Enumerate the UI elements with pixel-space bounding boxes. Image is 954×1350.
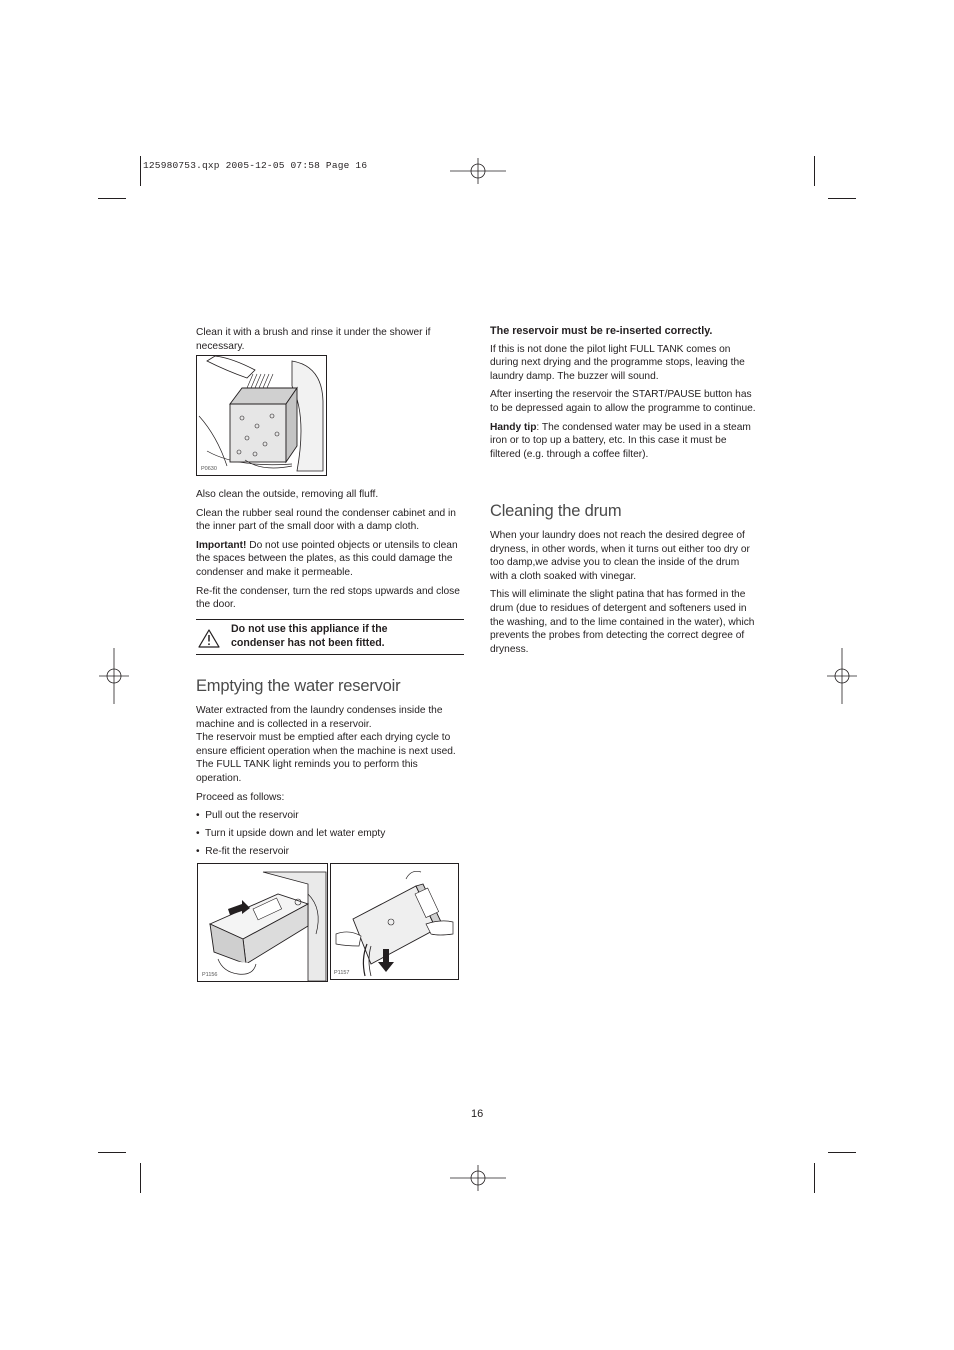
left-column-body [196, 488, 464, 617]
warning-triangle-icon [198, 629, 220, 648]
list-item: • Pull out the reservoir [196, 810, 299, 822]
crop-mark [140, 1163, 141, 1193]
paragraph-proceed: Proceed as follows: [196, 791, 285, 803]
section-title-drum: Cleaning the drum [490, 502, 622, 520]
pull-out-reservoir-illustration [197, 863, 328, 982]
section-title-emptying: Emptying the water reservoir [196, 677, 401, 695]
left-column-reservoir [196, 677, 464, 863]
crop-mark [814, 156, 815, 186]
paragraph-tip [490, 421, 758, 462]
warning-box [196, 619, 464, 655]
registration-mark-icon [450, 1165, 506, 1191]
paragraph-important [196, 539, 464, 580]
print-slug: 125980753.qxp 2005-12-05 07:58 Page 16 [143, 160, 368, 171]
important-label: Important! [196, 539, 247, 551]
right-column-drum [490, 502, 758, 661]
crop-mark [98, 1152, 126, 1153]
paragraph-seal: Clean the rubber seal round the condenser cabinet and in the inner part of the small door with a damp cloth. [196, 507, 456, 533]
paragraph-drum-2: This will eliminate the slight patina that has formed in the drum (due to residues of detergent and softeners used in the washing, and to the lime contained in the water), which prevents the probes from detecting the correct degree of dryness. [490, 589, 755, 655]
right-column [490, 325, 758, 466]
figure-code: P0630 [201, 466, 217, 472]
paragraph-after: After inserting the reservoir the START/PAUSE button has to be depressed again to allow the programme to continue. [490, 389, 756, 414]
crop-mark [140, 156, 141, 186]
paragraph-refit: Re-fit the condenser, turn the red stops upwards and close the door. [196, 585, 460, 611]
paragraph-pilot: If this is not done the pilot light FULL TANK comes on during next drying and the programme stops, leaving the laundry damp. The buzzer will sound. [490, 343, 745, 382]
tip-text: : The condensed water may be used in a steam iron or to top up a battery, etc. In this case it must be filtered (e.g. through a coffee filter). [490, 421, 751, 460]
paragraph-brush: Clean it with a brush and rinse it under the shower if necessary. [196, 327, 431, 352]
registration-mark-icon [450, 158, 506, 184]
paragraph-outside: Also clean the outside, removing all fluff. [196, 489, 379, 500]
reinsert-heading: The reservoir must be re-inserted correctly. [490, 325, 713, 337]
paragraph-empty: The reservoir must be emptied after each drying cycle to ensure efficient operation when the machine is next used. The FULL TANK light reminds you to perform this operation. [196, 732, 456, 784]
crop-mark [828, 1152, 856, 1153]
important-text: Do not use pointed objects or utensils to clean the spaces between the plates, as this could damage the condenser and make it permeable. [196, 539, 458, 578]
figure-code: P1156 [202, 972, 218, 978]
list-item: • Re-fit the reservoir [196, 846, 290, 858]
registration-mark-icon [99, 648, 129, 704]
empty-reservoir-illustration [330, 863, 459, 980]
list-item: • Turn it upside down and let water empty [196, 828, 386, 840]
crop-mark [98, 198, 126, 199]
tip-label: Handy tip [490, 421, 537, 433]
crop-mark [814, 1163, 815, 1193]
crop-mark [828, 198, 856, 199]
page-number: 16 [471, 1108, 484, 1120]
condenser-cleaning-illustration [196, 355, 327, 476]
paragraph-drum-1: When your laundry does not reach the desired degree of dryness, in other words, when it turns out either too dry or too damp,we advise you to clean the inside of the drum with a cloth soaked with vinegar. [490, 530, 750, 582]
paragraph-water: Water extracted from the laundry condenses inside the machine and is collected in a reservoir. [196, 705, 443, 730]
warning-text: Do not use this appliance if the condenser has not been fitted. [231, 623, 388, 649]
figure-code: P1157 [334, 970, 350, 976]
registration-mark-icon [827, 648, 857, 704]
left-column-top [196, 326, 464, 358]
